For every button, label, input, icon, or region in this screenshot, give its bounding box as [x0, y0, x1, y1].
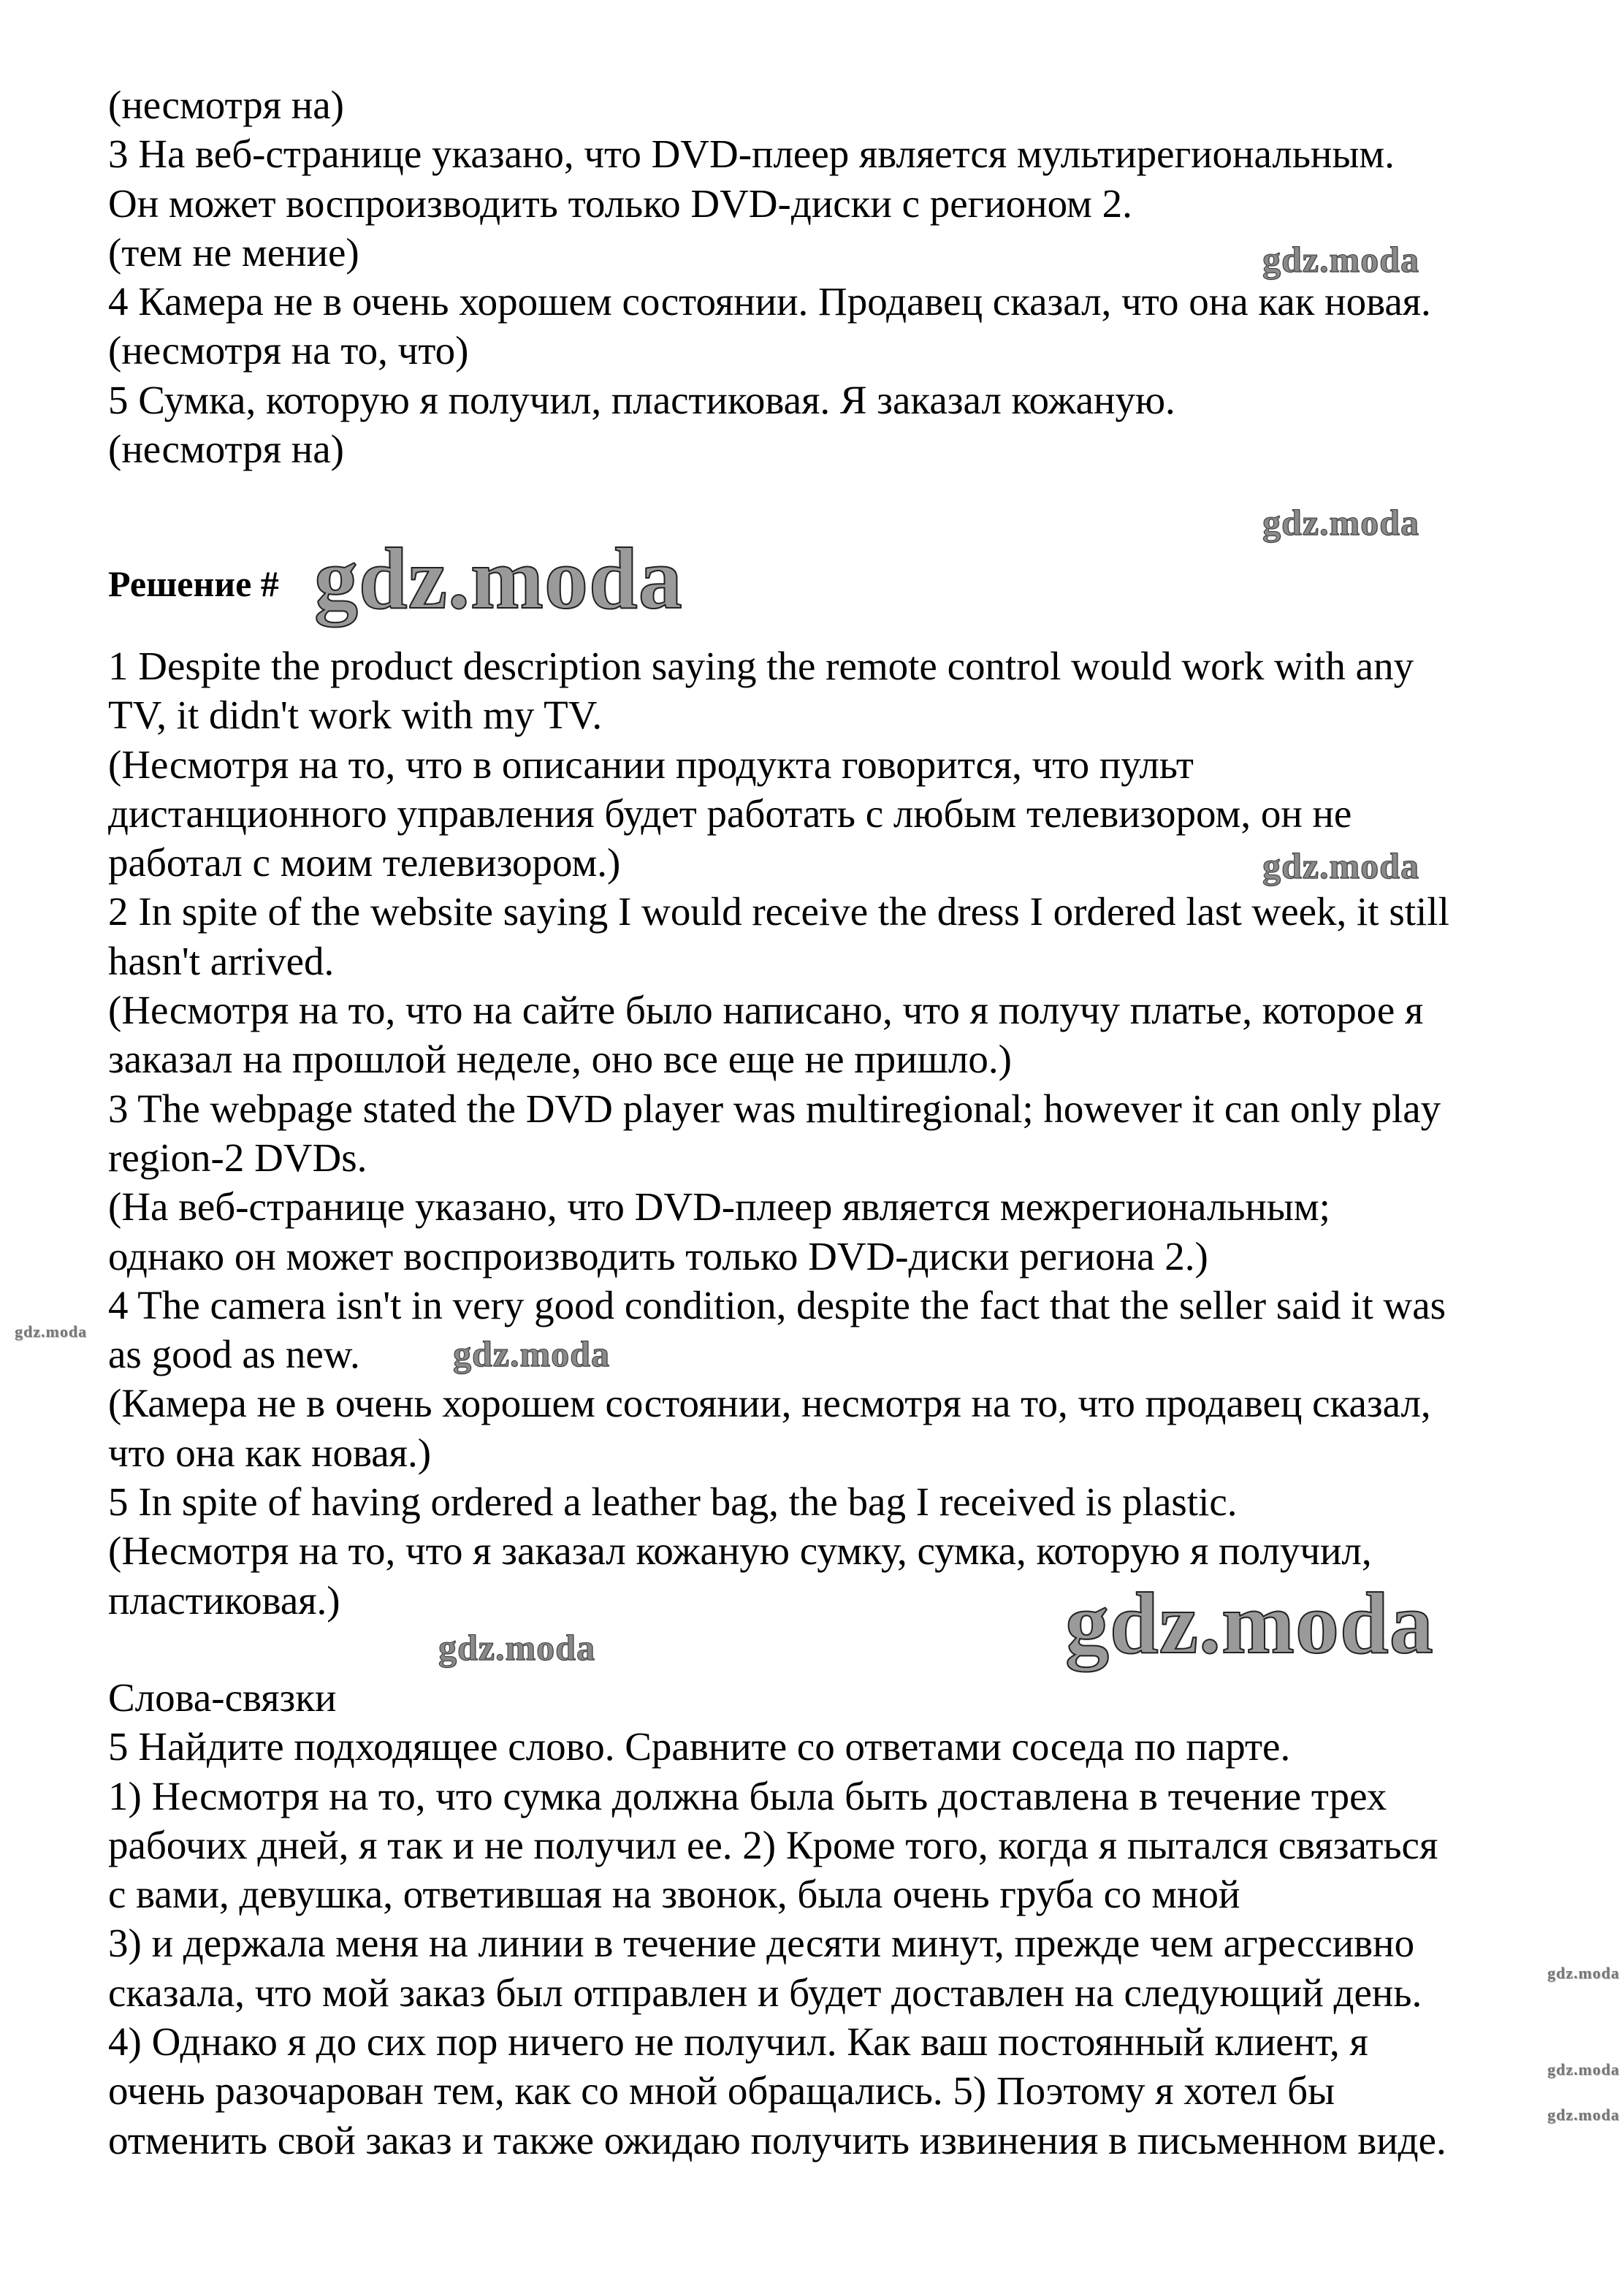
watermark: gdz.moda — [1547, 2106, 1620, 2124]
watermark: gdz.moda — [1065, 1574, 1434, 1672]
text-line: с вами, девушка, ответившая на звонок, была очень груба со мной — [108, 1872, 1240, 1917]
text-line: TV, it didn't work with my TV. — [108, 693, 603, 738]
text-line: as good as new. — [108, 1332, 360, 1377]
text-line: 1) Несмотря на то, что сумка должна была быть доставлена в течение трех — [108, 1773, 1387, 1818]
text-line: отменить свой заказ и также ожидаю получить извинения в письменном виде. — [108, 2117, 1446, 2162]
text-line: работал с моим телевизором.) — [108, 840, 621, 885]
text-line: (несмотря на то, что) — [108, 328, 469, 373]
text-line: (Несмотря на то, что в описании продукта говорится, что пульт — [108, 742, 1194, 787]
text-line: 3 На веб-странице указано, что DVD-плеер является мультирегиональным. — [108, 132, 1395, 177]
text-line: (тем не мение) — [108, 229, 359, 275]
text-line: (На веб-странице указано, что DVD-плеер является межрегиональным; — [108, 1184, 1330, 1230]
watermark: gdz.moda — [1262, 239, 1419, 280]
text-line: hasn't arrived. — [108, 938, 335, 983]
text-line: очень разочарован тем, как со мной обращались. 5) Поэтому я хотел бы — [108, 2068, 1335, 2114]
text-line: (несмотря на) — [108, 427, 344, 472]
text-line: что она как новая.) — [108, 1430, 432, 1475]
text-line: (Несмотря на то, что я заказал кожаную сумку, сумка, которую я получил, — [108, 1528, 1372, 1574]
text-line: 4) Однако я до сих пор ничего не получил. Как ваш постоянный клиент, я — [108, 2019, 1368, 2065]
solution-heading: Решение # — [108, 563, 279, 604]
section-title: Слова-связки — [108, 1675, 337, 1720]
text-line: дистанционного управления будет работать с любым телевизором, он не — [108, 790, 1352, 836]
text-line: 4 Камера не в очень хорошем состоянии. Продавец сказал, что она как новая. — [108, 279, 1431, 324]
text-line: 5 Найдите подходящее слово. Сравните со ответами соседа по парте. — [108, 1724, 1291, 1769]
text-line: 4 The camera isn't in very good condition, despite the fact that the seller said it was — [108, 1282, 1446, 1327]
text-line: пластиковая.) — [108, 1577, 340, 1623]
solution-section — [108, 641, 1540, 1625]
text-line: 5 Сумка, которую я получил, пластиковая. Я заказал кожаную. — [108, 377, 1175, 422]
watermark: gdz.moda — [1547, 1964, 1620, 1982]
text-line: 1 Despite the product description saying the remote control would work with any — [108, 644, 1414, 688]
text-line: сказала, что мой заказ был отправлен и будет доставлен на следующий день. — [108, 1970, 1422, 2015]
text-line: Он может воспроизводить только DVD-диски с регионом 2. — [108, 180, 1132, 226]
text-line: 3) и держала меня на линии в течение десяти минут, прежде чем агрессивно — [108, 1921, 1415, 1966]
text-line: region-2 DVDs. — [108, 1135, 367, 1180]
watermark: gdz.moda — [1262, 845, 1419, 886]
watermark: gdz.moda — [1547, 2060, 1620, 2078]
linkers-section — [108, 1673, 1540, 2165]
text-line: однако он может воспроизводить только DVD-диски региона 2.) — [108, 1233, 1208, 1279]
text-line: 5 In spite of having ordered a leather bag, the bag I received is plastic. — [108, 1479, 1238, 1525]
watermark: gdz.moda — [15, 1322, 88, 1341]
text-line: заказал на прошлой неделе, оно все еще не пришло.) — [108, 1037, 1012, 1082]
watermark: gdz.moda — [438, 1627, 595, 1668]
text-line: (несмотря на) — [108, 83, 344, 127]
text-line: (Камера не в очень хорошем состоянии, несмотря на то, что продавец сказал, — [108, 1381, 1431, 1426]
text-line: 3 The webpage stated the DVD player was multiregional; however it can only play — [108, 1086, 1441, 1131]
text-line: 2 In spite of the website saying I would receive the dress I ordered last week, it still — [108, 889, 1449, 934]
text-line: (Несмотря на то, что на сайте было написано, что я получу платье, которое я — [108, 988, 1424, 1033]
text-line: рабочих дней, я так и не получил ее. 2) Кроме того, когда я пытался связаться — [108, 1822, 1438, 1867]
watermark: gdz.moda — [314, 530, 683, 627]
watermark: gdz.moda — [1262, 502, 1419, 543]
watermark: gdz.moda — [453, 1333, 610, 1374]
